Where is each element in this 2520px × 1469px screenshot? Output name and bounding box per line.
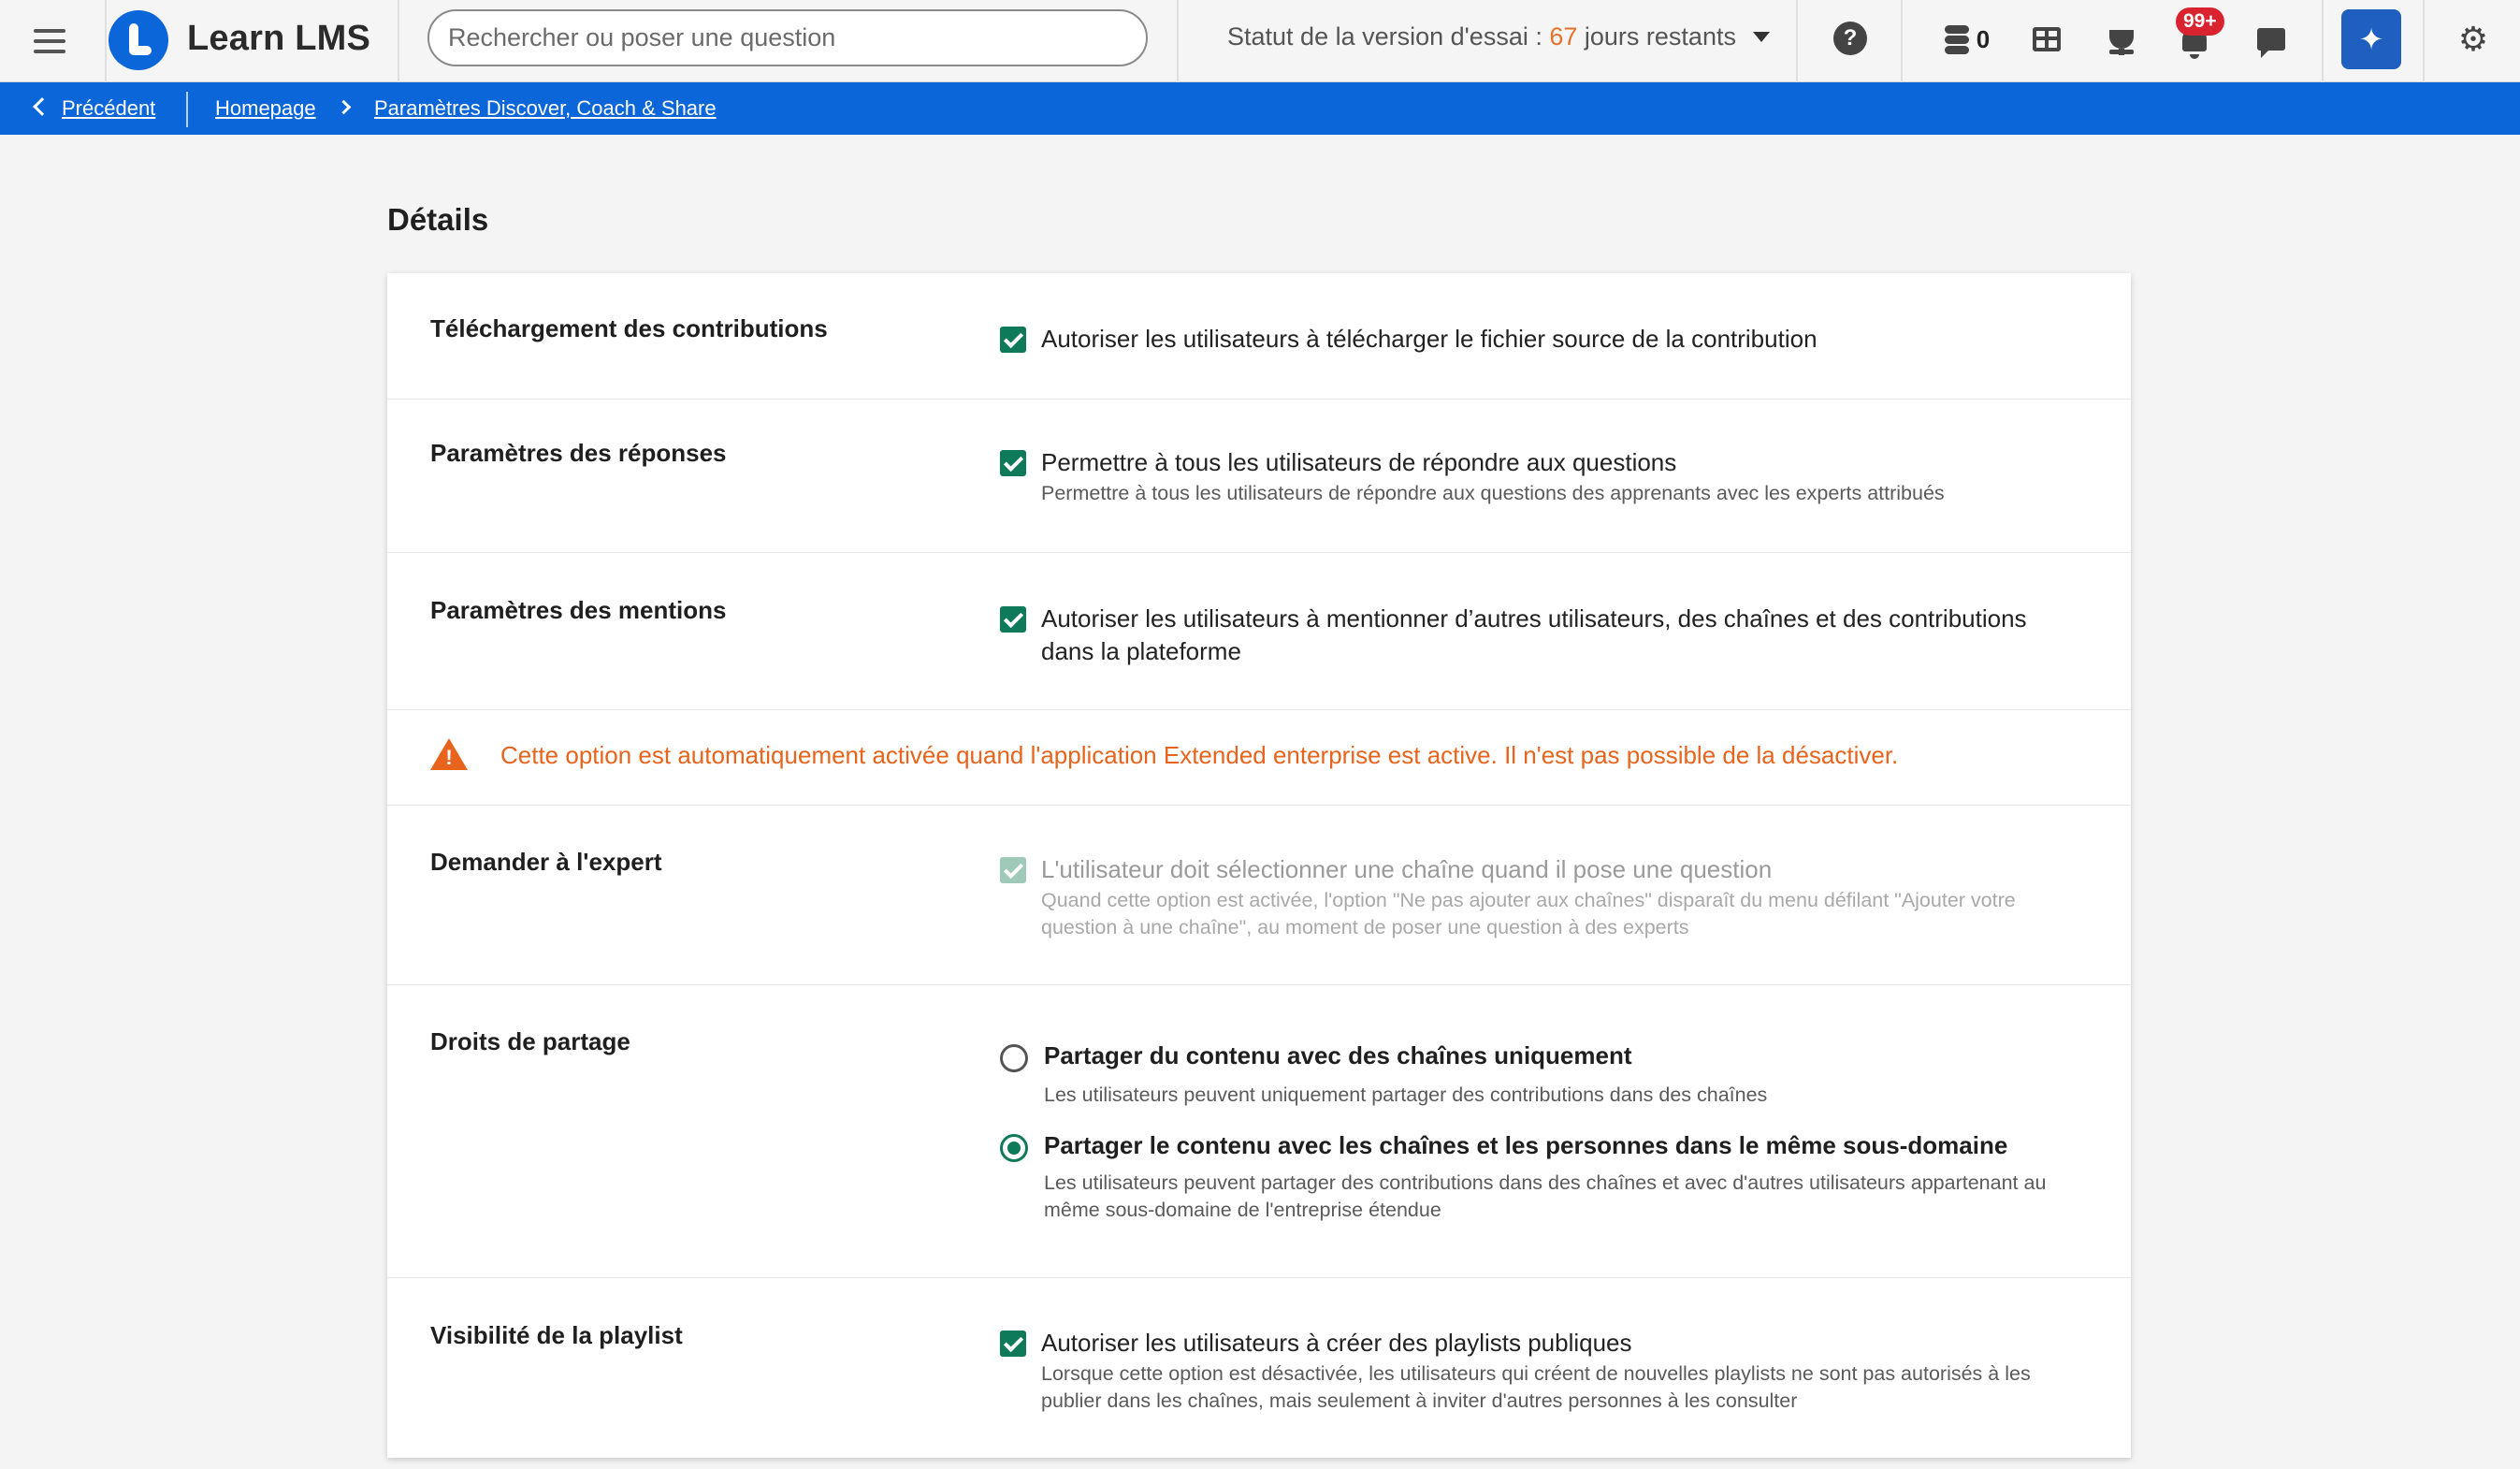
- setting-row-ask-expert: [387, 806, 2131, 985]
- setting-label: Paramètres des réponses: [430, 439, 727, 467]
- setting-row-mentions: [387, 553, 2131, 710]
- divider: [1796, 0, 1798, 82]
- warning-icon-mark: !: [445, 746, 453, 769]
- notifications-badge: 99+: [2176, 7, 2224, 36]
- gear-icon[interactable]: ⚙: [2457, 20, 2489, 58]
- divider: [186, 92, 188, 127]
- divider: [2322, 0, 2324, 82]
- back-link[interactable]: Précédent: [62, 96, 156, 120]
- setting-row-downloads: [387, 273, 2131, 400]
- divider: [398, 0, 399, 82]
- warning-banner: [387, 710, 2131, 806]
- chevron-left-icon: [33, 97, 51, 116]
- setting-row-sharing: [387, 985, 2131, 1278]
- setting-label: Paramètres des mentions: [430, 596, 727, 624]
- top-bar: [0, 0, 2520, 82]
- coins-button[interactable]: [1934, 19, 2000, 60]
- option-description: Lorsque cette option est désactivée, les utilisateurs qui créent de nouvelles playlists ne sont pas autorisés à les publier dans les chaînes, mais seulement à inviter d'autres personnes à les consulter: [1041, 1362, 2031, 1412]
- trial-days: 67: [1549, 22, 1578, 51]
- setting-row-playlist: [387, 1278, 2131, 1458]
- caret-down-icon: [1753, 32, 1770, 42]
- mentions-checkbox[interactable]: [1000, 606, 1026, 633]
- option-description: Les utilisateurs peuvent uniquement partager des contributions dans des chaînes: [1044, 1084, 1768, 1106]
- trial-status-text: Statut de la version d'essai : 67 jours restants: [1227, 22, 1736, 51]
- breadcrumb: [0, 82, 2520, 135]
- option-label: Autoriser les utilisateurs à télécharger le fichier source de la contribution: [1041, 325, 1818, 353]
- setting-label: Visibilité de la playlist: [430, 1321, 683, 1349]
- trophy-icon[interactable]: [2105, 19, 2138, 60]
- setting-label: Demander à l'expert: [430, 848, 662, 876]
- app-logo[interactable]: [109, 10, 168, 70]
- coins-count: 0: [1976, 24, 1991, 53]
- trial-status-dropdown[interactable]: [1227, 22, 1770, 51]
- page-title: Détails: [387, 202, 489, 237]
- option-description: Les utilisateurs peuvent partager des contributions dans des chaînes et avec d'autres utilisateurs appartenant au même sous-domaine de l'entreprise étendue: [1044, 1171, 2047, 1221]
- breadcrumb-homepage[interactable]: Homepage: [215, 96, 316, 120]
- setting-row-answers: [387, 400, 2131, 553]
- playlist-checkbox[interactable]: [1000, 1331, 1026, 1357]
- gift-icon[interactable]: [2030, 19, 2064, 60]
- warning-text: Cette option est automatiquement activée quand l'application Extended enterprise est active. Il n'est pas possible de la désactiver.: [500, 741, 1899, 769]
- chat-icon[interactable]: [2254, 19, 2288, 60]
- ai-sparkle-icon[interactable]: ✦: [2341, 9, 2401, 69]
- divider: [2423, 0, 2425, 82]
- app-name: Learn LMS: [187, 19, 371, 58]
- sharing-radio-subdomain[interactable]: [1000, 1134, 1028, 1162]
- option-label: Autoriser les utilisateurs à créer des playlists publiques: [1041, 1329, 1632, 1357]
- answers-checkbox[interactable]: [1000, 450, 1026, 476]
- option-title: Partager le contenu avec les chaînes et les personnes dans le même sous-domaine: [1044, 1131, 2008, 1159]
- ask-expert-checkbox: [1000, 857, 1026, 883]
- breadcrumb-settings[interactable]: Paramètres Discover, Coach & Share: [374, 96, 717, 120]
- option-label: L'utilisateur doit sélectionner une chaîne quand il pose une question: [1041, 855, 1773, 883]
- menu-icon[interactable]: [34, 22, 71, 60]
- divider: [1177, 0, 1179, 82]
- downloads-checkbox[interactable]: [1000, 327, 1026, 353]
- divider: [1901, 0, 1903, 82]
- setting-label: Droits de partage: [430, 1027, 630, 1055]
- help-icon[interactable]: ?: [1833, 22, 1867, 55]
- option-label: Autoriser les utilisateurs à mentionner d’autres utilisateurs, des chaînes et des contributions dans la plateforme: [1041, 604, 2027, 665]
- sharing-radio-channels[interactable]: [1000, 1044, 1028, 1072]
- divider: [105, 0, 107, 82]
- chevron-right-icon: [337, 100, 352, 115]
- option-title: Partager du contenu avec des chaînes uniquement: [1044, 1041, 1632, 1069]
- option-description: Permettre à tous les utilisateurs de répondre aux questions des apprenants avec les experts attribués: [1041, 482, 1945, 504]
- coins-icon: [1945, 23, 1971, 55]
- search-input[interactable]: [427, 9, 1148, 66]
- settings-card: [387, 273, 2131, 1458]
- option-description: Quand cette option est activée, l'option "Ne pas ajouter aux chaînes" disparaît du menu défilant "Ajouter votre question à une chaîne", au moment de poser une question à des experts: [1041, 889, 2016, 938]
- option-label: Permettre à tous les utilisateurs de répondre aux questions: [1041, 448, 1677, 476]
- setting-label: Téléchargement des contributions: [430, 314, 828, 342]
